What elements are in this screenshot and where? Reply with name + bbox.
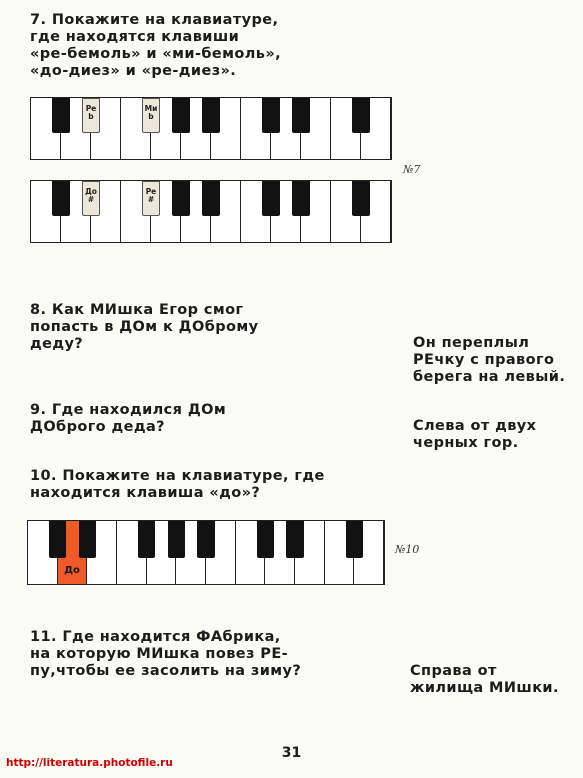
black-key [52,181,69,216]
key-label-do: До [64,565,80,576]
black-key [172,181,189,216]
key-label: Ми b [144,104,158,122]
black-key-marked [142,181,159,216]
black-key [262,98,279,133]
black-key [286,521,303,558]
question-11: 11. Где находится ФАбрика, на которую МИшка повез РЕ- пу,чтобы ее засолить на зиму? [30,629,302,679]
black-key-marked [142,98,159,133]
key-label: До # [85,187,97,205]
figure-label-10: №10 [395,543,420,556]
black-key [292,98,309,133]
question-7: 7. Покажите на клавиатуре, где находятся клавиши «ре-бемоль» и «ми-бемоль», «до-диез» и «ре-диез». [30,12,282,79]
question-8: 8. Как МИшка Егор смог попасть в ДОм к ДОброму деду? [30,302,259,352]
answer-8: Он переплыл РЕчку с правого берега на левый. [413,335,566,385]
black-key [168,521,185,558]
black-key [257,521,274,558]
black-key [262,181,279,216]
black-key [52,98,69,133]
black-key [49,521,66,558]
black-key [138,521,155,558]
piano-keyboard-1 [30,97,392,160]
figure-label-7: №7 [403,163,421,176]
question-9: 9. Где находился ДОм ДОброго деда? [30,402,227,435]
black-key [352,98,369,133]
page-number: 31 [281,745,302,761]
piano-keyboard-2 [30,180,392,243]
black-key [197,521,214,558]
question-10: 10. Покажите на клавиатуре, где находится клавиша «до»? [30,468,325,501]
key-label: Ре # [145,187,157,205]
key-label: Ре b [85,104,97,122]
answer-9: Слева от двух черных гор. [413,418,537,451]
black-key [346,521,363,558]
black-key [292,181,309,216]
black-key-marked [82,181,99,216]
black-key [202,98,219,133]
piano-keyboard-3 [27,520,385,585]
black-key [352,181,369,216]
black-key [79,521,96,558]
answer-11: Справа от жилища МИшки. [410,663,559,696]
black-key-marked [82,98,99,133]
source-url: http://literatura.photofile.ru [6,757,173,769]
black-key [202,181,219,216]
black-key [172,98,189,133]
